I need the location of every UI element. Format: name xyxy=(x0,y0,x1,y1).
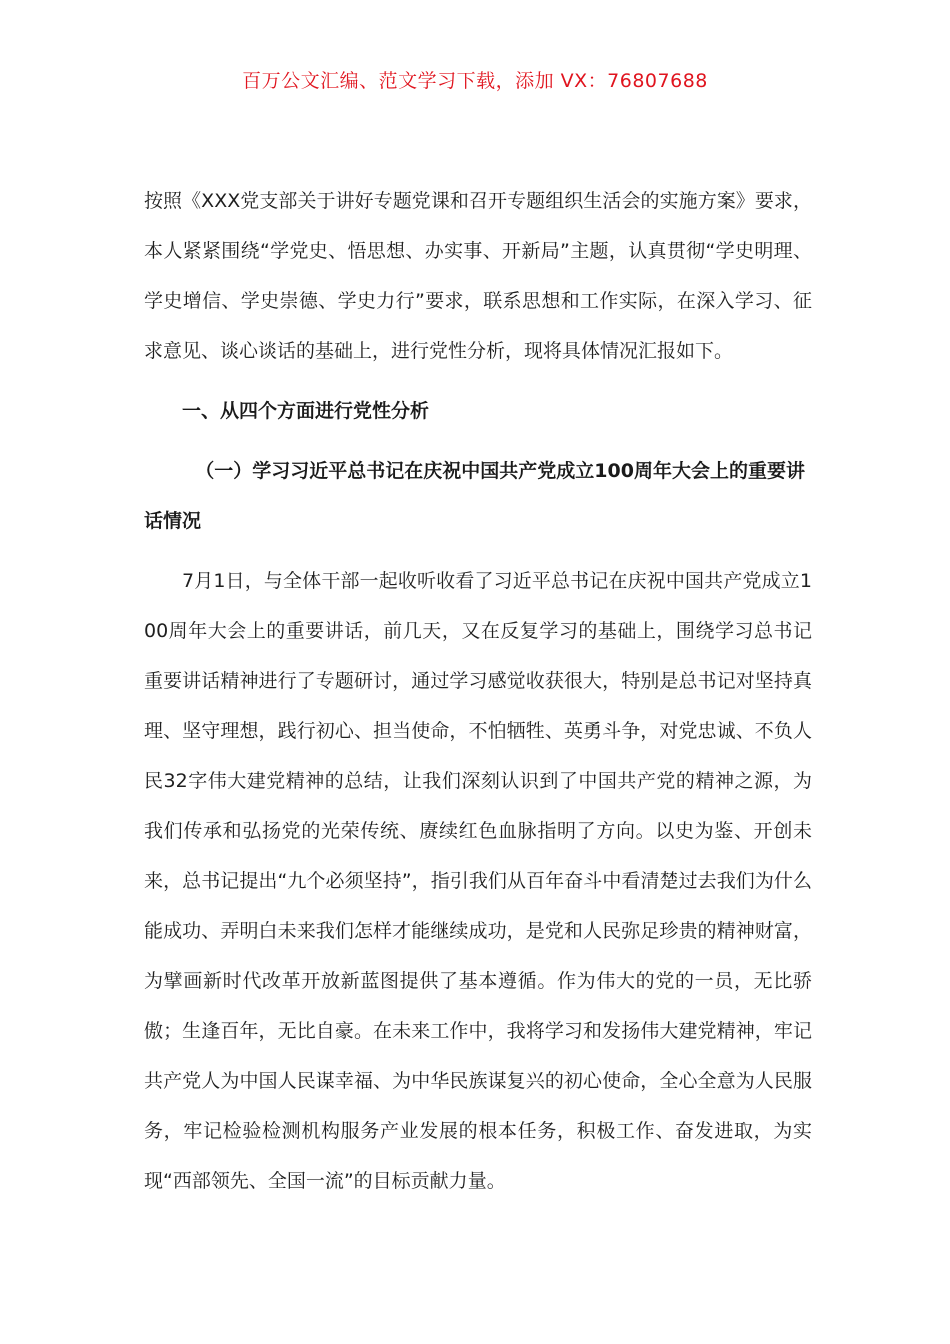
download-banner: 百万公文汇编、范文学习下载，添加 VX：76807688 xyxy=(242,70,708,92)
subsection-heading: （一）学习习近平总书记在庆祝中国共产党成立100周年大会上的重要讲话情况 xyxy=(144,460,805,532)
intro-paragraph: 按照《XXX党支部关于讲好专题党课和召开专题组织生活会的实施方案》要求，本人紧紧围绕“学党史、悟思想、办实事、开新局”主题，认真贯彻“学史明理、学史增信、学史崇德、学史力行”要求，联系思想和工作实际，在深入学习、征求意见、谈心谈话的基础上，进行党性分析，现将具体情况汇报如下。 xyxy=(144,190,812,362)
document-body xyxy=(144,176,812,1206)
section-heading: 一、从四个方面进行党性分析 xyxy=(182,400,430,422)
body-paragraph: 7月1日，与全体干部一起收听收看了习近平总书记在庆祝中国共产党成立100周年大会上的重要讲话，前几天，又在反复学习的基础上，围绕学习总书记重要讲话精神进行了专题研讨，通过学习感觉收获很大，特别是总书记对坚持真理、坚守理想，践行初心、担当使命，不怕牺牲、英勇斗争，对党忠诚、不负人民32字伟大建党精神的总结，让我们深刻认识到了中国共产党的精神之源，为我们传承和弘扬党的光荣传统、赓续红色血脉指明了方向。以史为鉴、开创未来，总书记提出“九个必须坚持”，指引我们从百年奋斗中看清楚过去我们为什么能成功、弄明白未来我们怎样才能继续成功，是党和人民弥足珍贵的精神财富，为擘画新时代改革开放新蓝图提供了基本遵循。作为伟大的党的一员，无比骄傲；生逢百年，无比自豪。在未来工作中，我将学习和发扬伟大建党精神，牢记共产党人为中国人民谋幸福、为中华民族谋复兴的初心使命，全心全意为人民服务，牢记检验检测机构服务产业发展的根本任务，积极工作、奋发进取，为实现“西部领先、全国一流”的目标贡献力量。 xyxy=(144,570,812,1192)
